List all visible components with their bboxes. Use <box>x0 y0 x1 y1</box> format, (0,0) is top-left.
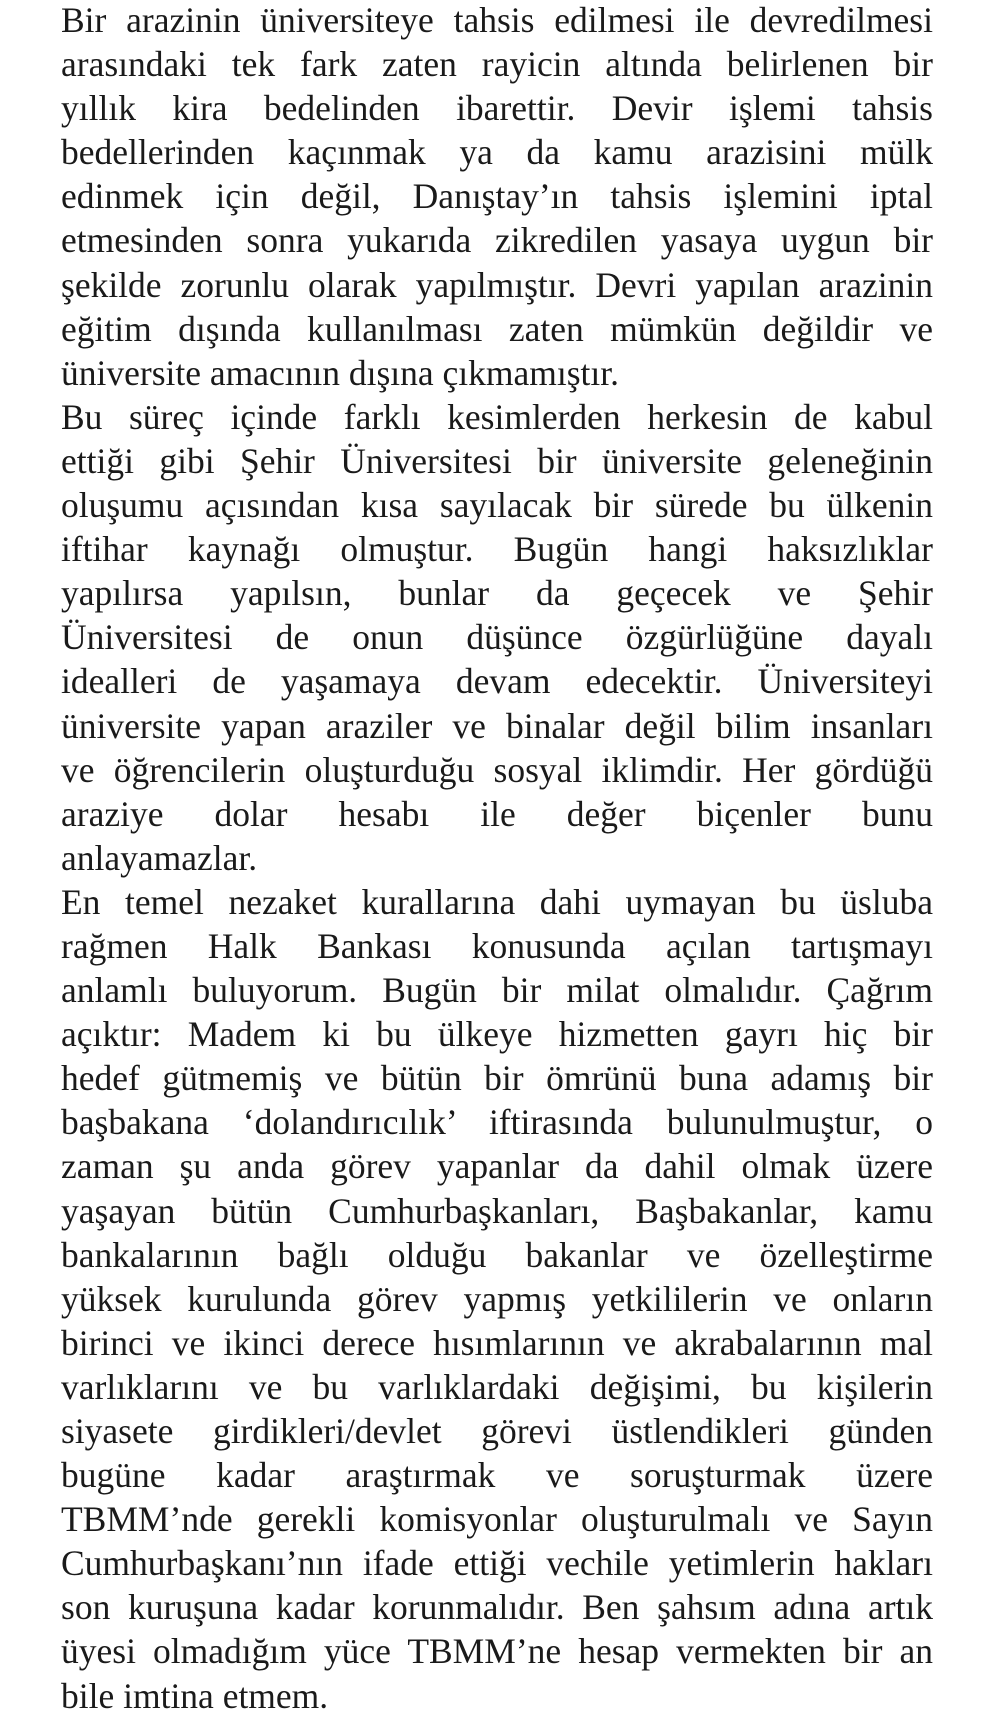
paragraph <box>61 395 933 880</box>
text-line: ettiği gibi Şehir Üniversitesi bir üniversite geleneğinin <box>61 440 933 481</box>
text-line: Bu süreç içinde farklı kesimlerden herkesin de kabul <box>61 396 933 437</box>
text-line: En temel nezaket kurallarına dahi uymayan bu üsluba <box>61 881 933 922</box>
paragraph <box>61 0 933 395</box>
text-line: siyasete girdikleri/devlet görevi üstlendikleri günden <box>61 1411 933 1451</box>
text-line: yüksek kurulunda görev yapmış yetkililerin ve onların <box>61 1278 933 1319</box>
text-line: Bir arazinin üniversiteye tahsis edilmesi ile devredilmesi <box>61 0 933 40</box>
text-line: araziye dolar hesabı ile değer biçenler bunu <box>61 793 933 834</box>
text-line: yaşayan bütün Cumhurbaşkanları, Başbakanlar, kamu <box>61 1190 933 1231</box>
text-line: edinmek için değil, Danıştay’ın tahsis işlemini iptal <box>61 176 933 217</box>
text-line: bugüne kadar araştırmak ve soruşturmak üzere <box>61 1455 933 1496</box>
document-page <box>61 0 933 1726</box>
text-line: başbakana ‘dolandırıcılık’ iftirasında bulunulmuştur, o <box>61 1102 933 1143</box>
text-line: etmesinden sonra yukarıda zikredilen yasaya uygun bir <box>61 220 933 261</box>
text-line: ve öğrencilerin oluşturduğu sosyal iklimdir. Her gördüğü <box>61 749 933 790</box>
text-line: arasındaki tek fark zaten rayicin altında belirlenen bir <box>61 44 933 85</box>
document-body <box>61 0 933 1718</box>
text-line: bile imtina etmem. <box>61 1675 329 1716</box>
text-line: anlayamazlar. <box>61 837 258 878</box>
text-line: hedef gütmemiş ve bütün bir ömrünü buna adamış bir <box>61 1058 933 1099</box>
text-line: bankalarının bağlı olduğu bakanlar ve özelleştirme <box>61 1234 933 1275</box>
text-line: Üniversitesi de onun düşünce özgürlüğüne dayalı <box>61 617 933 658</box>
text-line: Cumhurbaşkanı’nın ifade ettiği vechile yetimlerin hakları <box>61 1543 933 1584</box>
text-line: şekilde zorunlu olarak yapılmıştır. Devri yapılan arazinin <box>61 264 933 305</box>
text-line: üniversite yapan araziler ve binalar değil bilim insanları <box>61 705 933 746</box>
text-line: anlamlı buluyorum. Bugün bir milat olmalıdır. Çağrım <box>61 970 933 1011</box>
paragraph <box>61 880 933 1718</box>
text-line: varlıklarını ve bu varlıklardaki değişimi, bu kişilerin <box>61 1366 933 1407</box>
text-line: yapılırsa yapılsın, bunlar da geçecek ve Şehir <box>61 573 933 614</box>
text-line: TBMM’nde gerekli komisyonlar oluşturulmalı ve Sayın <box>61 1499 933 1540</box>
text-line: bedellerinden kaçınmak ya da kamu arazisini mülk <box>61 132 933 173</box>
text-line: açıktır: Madem ki bu ülkeye hizmetten gayrı hiç bir <box>61 1014 933 1055</box>
text-line: birinci ve ikinci derece hısımlarının ve akrabalarının mal <box>61 1322 933 1363</box>
text-line: oluşumu açısından kısa sayılacak bir sürede bu ülkenin <box>61 485 933 526</box>
text-line: rağmen Halk Bankası konusunda açılan tartışmayı <box>61 925 933 966</box>
text-line: üniversite amacının dışına çıkmamıştır. <box>61 352 620 393</box>
text-line: yıllık kira bedelinden ibarettir. Devir işlemi tahsis <box>61 88 933 129</box>
text-line: eğitim dışında kullanılması zaten mümkün değildir ve <box>61 308 933 349</box>
text-line: idealleri de yaşamaya devam edecektir. Üniversiteyi <box>61 661 933 702</box>
text-line: üyesi olmadığım yüce TBMM’ne hesap vermekten bir an <box>61 1631 933 1672</box>
text-line: zaman şu anda görev yapanlar da dahil olmak üzere <box>61 1146 933 1187</box>
text-line: iftihar kaynağı olmuştur. Bugün hangi haksızlıklar <box>61 529 933 570</box>
text-line: son kuruşuna kadar korunmalıdır. Ben şahsım adına artık <box>61 1587 933 1628</box>
